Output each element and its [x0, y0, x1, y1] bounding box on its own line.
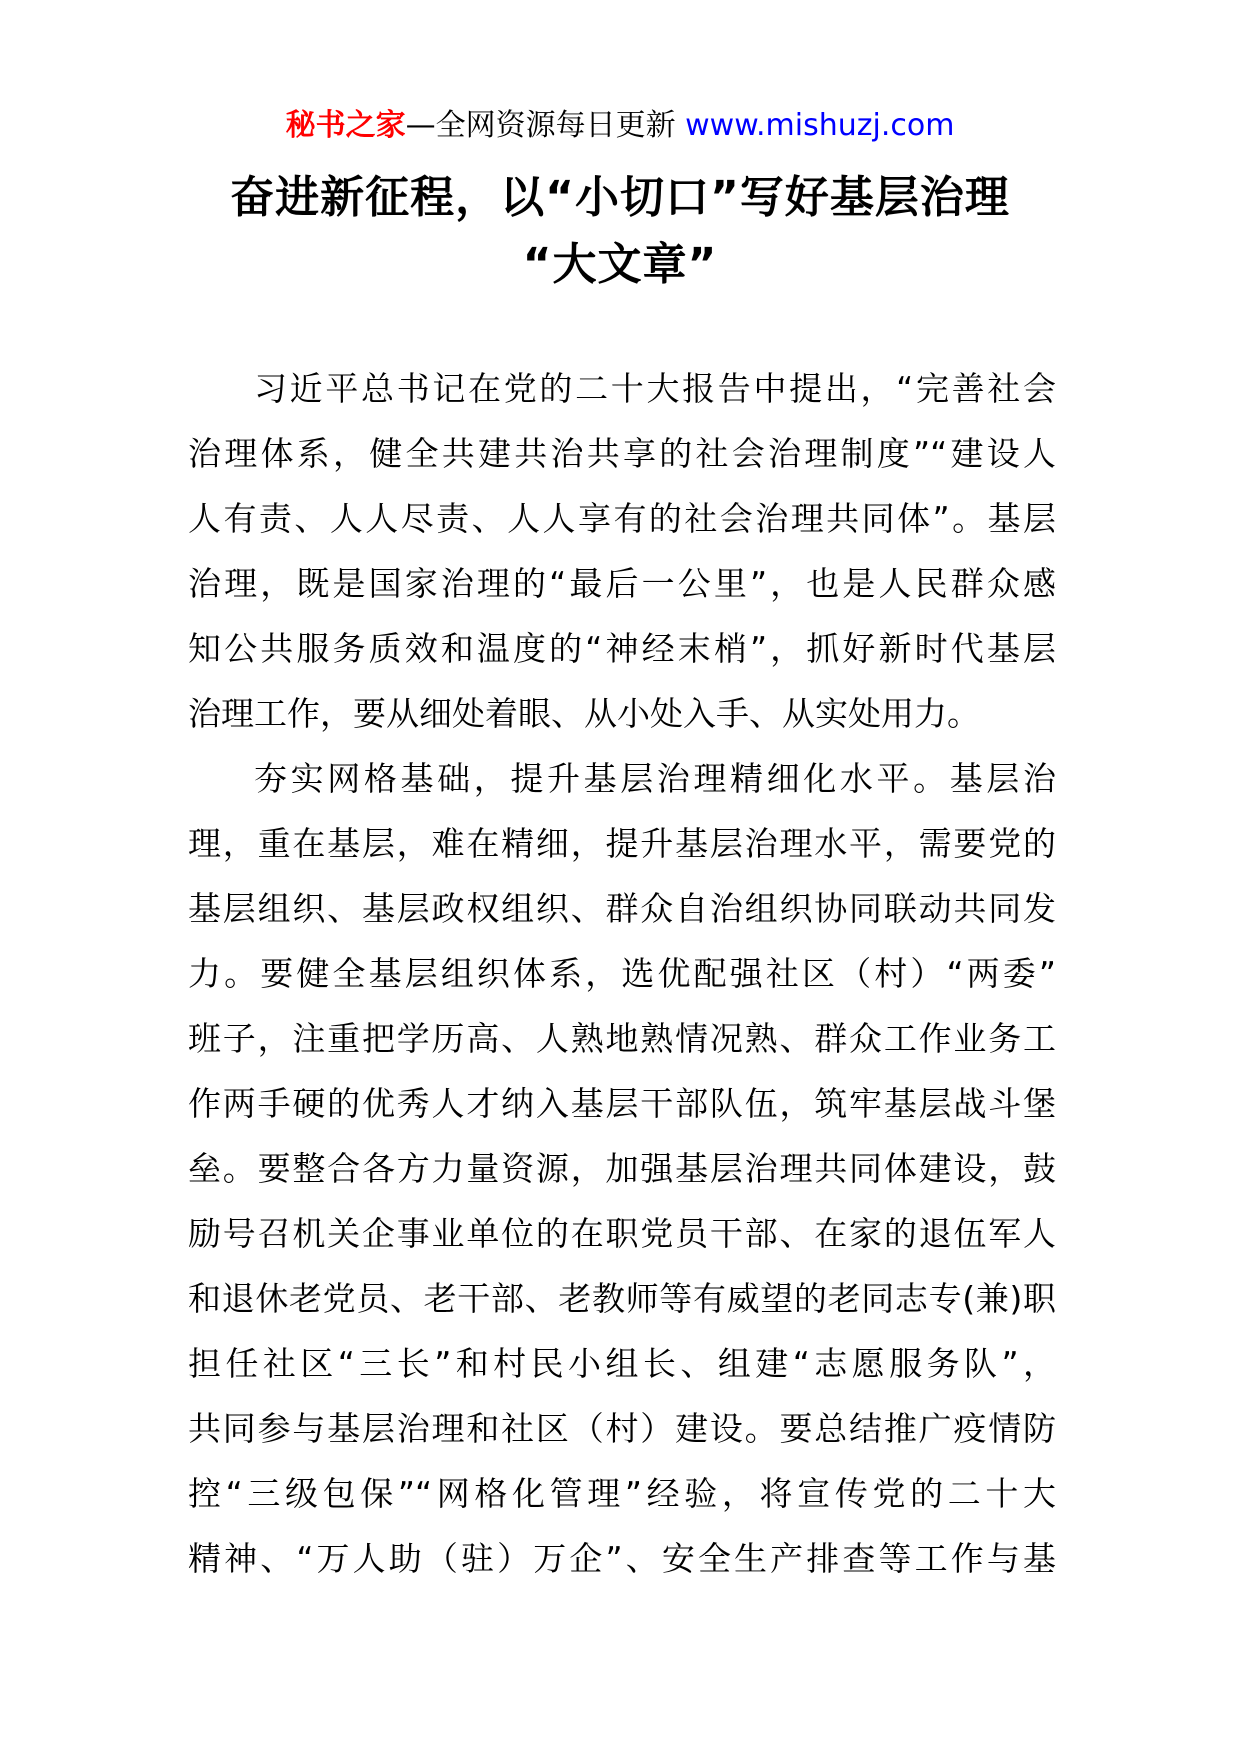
document-title: [150, 164, 1090, 298]
paragraph-line: 作两手硬的优秀人才纳入基层干部队伍，筑牢基层战斗堡: [188, 1084, 1056, 1123]
watermark-url[interactable]: www.mishuzj.com: [685, 108, 955, 143]
paragraph-line: 治理体系，健全共建共治共享的社会治理制度”“建设人: [188, 434, 1056, 473]
watermark-slogan: —全网资源每日更新: [405, 108, 686, 143]
paragraph-line: 习近平总书记在党的二十大报告中提出，“完善社会: [254, 369, 1056, 408]
paragraph-line: 控“三级包保”“网格化管理”经验，将宣传党的二十大: [188, 1474, 1056, 1513]
paragraph-grid-foundation: [188, 746, 1056, 1591]
paragraph-line: 力。要健全基层组织体系，选优配强社区（村）“两委”: [188, 954, 1056, 993]
paragraph-line: 理，重在基层，难在精细，提升基层治理水平，需要党的: [188, 824, 1056, 863]
title-line: “大文章”: [522, 239, 718, 290]
title-line: 奋进新征程，以“小切口”写好基层治理: [230, 172, 1010, 223]
paragraph-line: 共同参与基层治理和社区（村）建设。要总结推广疫情防: [188, 1409, 1056, 1448]
watermark-header: [0, 104, 1240, 148]
paragraph-line: 励号召机关企事业单位的在职党员干部、在家的退伍军人: [188, 1214, 1056, 1253]
paragraph-line: 治理，既是国家治理的“最后一公里”，也是人民群众感: [188, 564, 1056, 603]
paragraph-line: 和退休老党员、老干部、老教师等有威望的老同志专(兼)职: [188, 1279, 1056, 1318]
paragraph-line: 基层组织、基层政权组织、群众自治组织协同联动共同发: [188, 889, 1056, 928]
paragraph-line: 精神、“万人助（驻）万企”、安全生产排查等工作与基: [188, 1539, 1056, 1578]
paragraph-line: 担任社区“三长”和村民小组长、组建“志愿服务队”，: [188, 1344, 1056, 1383]
paragraph-line: 夯实网格基础，提升基层治理精细化水平。基层治: [254, 759, 1056, 798]
document-body: [188, 356, 1056, 1591]
paragraph-line: 知公共服务质效和温度的“神经末梢”，抓好新时代基层: [188, 629, 1056, 668]
paragraph-line: 治理工作，要从细处着眼、从小处入手、从实处用力。: [188, 694, 980, 733]
paragraph-line: 垒。要整合各方力量资源，加强基层治理共同体建设，鼓: [188, 1149, 1056, 1188]
watermark-brand: 秘书之家: [285, 108, 406, 143]
paragraph-intro: [188, 356, 1056, 746]
paragraph-line: 班子，注重把学历高、人熟地熟情况熟、群众工作业务工: [188, 1019, 1056, 1058]
paragraph-line: 人有责、人人尽责、人人享有的社会治理共同体”。基层: [188, 499, 1056, 538]
